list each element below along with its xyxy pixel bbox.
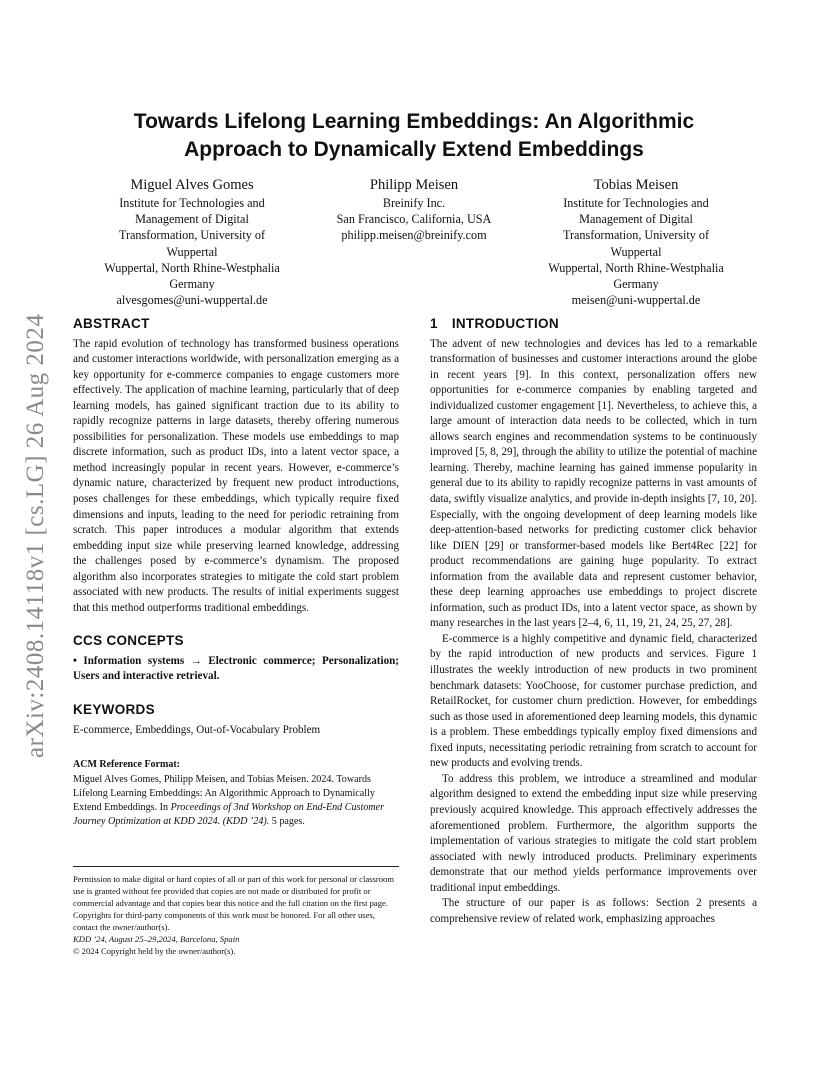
affiliation-line: Breinify Inc. (382, 196, 446, 210)
author-3 (528, 176, 744, 308)
author-name: Miguel Alves Gomes (130, 177, 254, 193)
author-2 (306, 176, 522, 244)
arxiv-stamp: arXiv:2408.14118v1 [cs.LG] 26 Aug 2024 (22, 313, 49, 758)
intro-paragraph-2: E-commerce is a highly competitive and dynamic field, characterized by the rapid introduction of new products and services. Figure 1 illustrates the weekly introduction of new products in two prominent benchmark datasets: YooChoose, for customer purchase prediction, and RetailRocket, for customer churn prediction. However, for embeddings such as those used in aforementioned deep learning models, this dynamic is a problem. These embeddings typically employ fixed dimensions and fixed inputs, necessitating periodic retraining from scratch to account for new products and evolving trends. (430, 632, 757, 770)
acm-reference-plain: Miguel Alves Gomes, Philipp Meisen, and Tobias Meisen. 2024. Towards Lifelong Learning Embeddings: An Algorithmic Approach to Dynamically Extend Embeddings. In (73, 773, 375, 813)
author-name: Tobias Meisen (593, 177, 679, 193)
acm-reference-proceedings: Proceedings of 3nd Workshop on End-End Customer Journey Optimization at KDD 2024. (KDD ’24). (73, 801, 385, 827)
affiliation-line: Institute for Technologies and (119, 196, 265, 210)
affiliation-line: Institute for Technologies and (563, 196, 709, 210)
affiliation-line: Management of Digital (579, 212, 693, 227)
affiliation-line: San Francisco, California, USA (336, 212, 492, 227)
introduction-heading (430, 316, 757, 332)
venue-line: KDD ’24, August 25–29,2024, Barcelona, Spain (73, 934, 240, 944)
affiliation-line: Wuppertal, North Rhine-Westphalia (104, 260, 280, 275)
author-email[interactable]: philipp.meisen@breinify.com (341, 228, 487, 243)
author-email[interactable]: alvesgomes@uni-wuppertal.de (116, 293, 268, 308)
affiliation-line: Transformation, University of (562, 228, 710, 243)
permission-notice: Permission to make digital or hard copies of all or part of this work for personal or classroom use is granted without fee provided that copies are not made or distributed for profit or commercial advantage and that copies bear this notice and the full citation on the first page. Copyrights for third-party components of this work must be honored. For all other uses, contact the owner/author(s). (73, 874, 394, 932)
keywords-heading: KEYWORDS (73, 702, 155, 718)
affiliation-line: Transformation, University of (118, 228, 266, 243)
keywords-text: E-commerce, Embeddings, Out-of-Vocabulary Problem (73, 723, 321, 736)
copyright-line: © 2024 Copyright held by the owner/author(s). (73, 946, 236, 956)
affiliation-line: Germany (169, 277, 215, 292)
acm-reference-text (73, 773, 399, 829)
section-title: INTRODUCTION (451, 316, 559, 331)
intro-paragraph-1: The advent of new technologies and devices has led to a remarkable transformation of businesses and customer interactions around the globe in recent years [9]. In this context, personalization offers new opportunities for e-commerce companies by enabling targeted and individualized customer engagement [1]. Nevertheless, to achieve this, a large amount of interaction data needs to be collected, which in turn allows search engines and recommendation systems to be continuously improved [5, 8, 29], through the ability to utilize the potential of machine learning. Thereby, machine learning has gained immense popularity in general due to its ability to rapidly recognize patterns in vast amounts of data, swiftly visualize analytics, and provide in-depth insights [7, 10, 20]. Especially, with the ongoing development of deep learning models like deep-attention-based networks for predicting customer click behavior like DIEN [29] or transformer-based models like Bert4Rec [22] for product recommendations are gaining huge popularity. To extract information from the available data and represent customer behavior, these deep learning approaches use embeddings to project discrete information, such as product IDs, into a latent vector space, as shown by many researches in the last years [2–4, 6, 11, 19, 21, 24, 25, 27, 28]. (430, 337, 757, 630)
author-email[interactable]: meisen@uni-wuppertal.de (571, 293, 701, 308)
affiliation-line: Germany (613, 277, 659, 292)
title-line-2: Approach to Dynamically Extend Embeddings (184, 138, 644, 161)
paper-title (70, 108, 758, 164)
left-column (73, 316, 399, 829)
intro-paragraph-4: The structure of our paper is as follows: Section 2 presents a comprehensive review of related work, emphasizing approaches (430, 897, 757, 925)
ccs-text: • Information systems → Electronic commerce; Personalization; Users and interactive retrieval. (73, 654, 399, 683)
affiliation-line: Wuppertal (166, 244, 218, 259)
title-line-1: Towards Lifelong Learning Embeddings: An Algorithmic (133, 110, 695, 133)
right-column (430, 316, 757, 927)
intro-paragraph-3: To address this problem, we introduce a streamlined and modular algorithm designed to extend the embedding input size while preserving previously acquired knowledge. This approach effectively addresses the aforementioned problem. Furthermore, the algorithm supports the implementation of various strategies to mitigate the cold start problem associated with newly introduced products. Preliminary experiments demonstrate that our method yields performance improvements over traditional input embeddings. (430, 772, 757, 894)
acm-reference-pages: 5 pages. (269, 815, 305, 827)
affiliation-line: Wuppertal (610, 244, 662, 259)
author-1 (84, 176, 300, 308)
copyright-footnote (73, 866, 399, 957)
affiliation-line: Wuppertal, North Rhine-Westphalia (548, 260, 724, 275)
affiliation-line: Management of Digital (135, 212, 249, 227)
abstract-text: The rapid evolution of technology has transformed business operations and customer interactions worldwide, with personalization emerging as a key opportunity for e-commerce companies to engage customers more effectively. The application of machine learning, particularly that of deep learning models, has gained significant traction due to its ability to rapidly recognize patterns in large datasets, thereby offering numerous possibilities for personalization. These models use embeddings to map discrete information, such as product IDs, into a latent vector space, a method increasingly popular in recent years. However, e-commerce’s dynamic nature, characterized by frequent new product introductions, poses challenges for these embeddings, which typically require fixed dimensions and inputs, leading to the need for periodic retraining from scratch. This paper introduces a modular algorithm that extends embedding input size while preserving learned knowledge, addressing the challenges posed by e-commerce’s dynamism. The proposed algorithm also incorporates strategies to mitigate the cold start problem associated with new products. The results of initial experiments suggest that this method outperforms traditional embeddings. (73, 337, 399, 614)
section-number: 1 (430, 316, 438, 331)
ccs-heading: CCS CONCEPTS (73, 633, 184, 649)
acm-reference-label: ACM Reference Format: (73, 759, 180, 771)
author-name: Philipp Meisen (369, 177, 459, 193)
abstract-heading: ABSTRACT (73, 316, 150, 331)
